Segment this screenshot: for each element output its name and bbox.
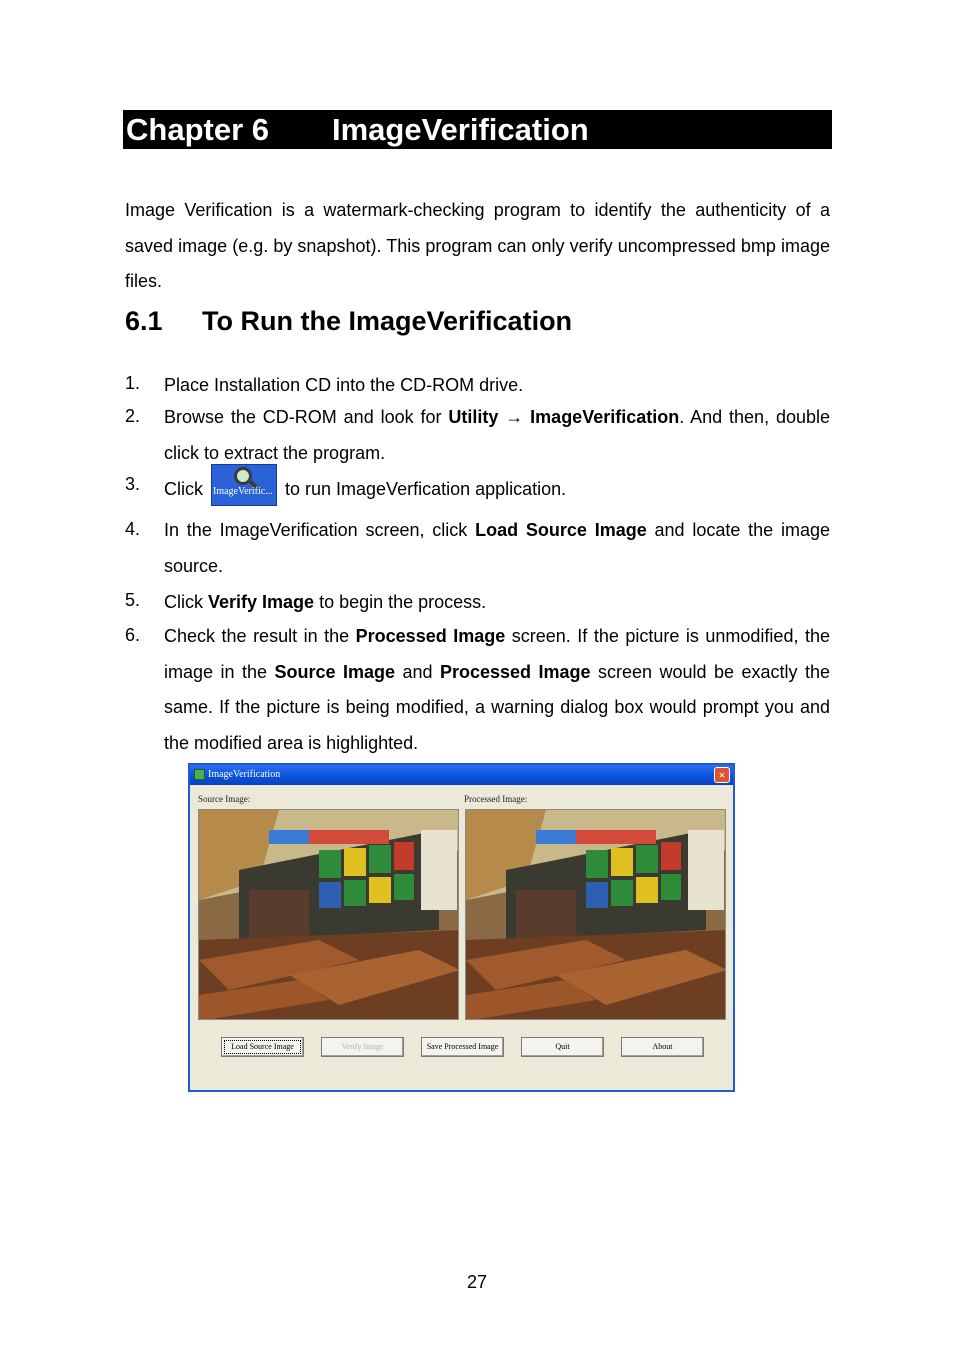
- chapter-heading: [123, 110, 832, 149]
- imageverification-window: [188, 763, 735, 1092]
- source-image-view: [198, 809, 459, 1020]
- window-titlebar: [190, 765, 733, 785]
- processed-image-view: [465, 809, 726, 1020]
- section-title: To Run the ImageVerification: [202, 306, 573, 336]
- classroom-photo: [466, 810, 726, 1020]
- intro-paragraph: Image Verification is a watermark-checking program to identify the authenticity of a saved image (e.g. by snapshot). This program can only verify uncompressed bmp image files.: [125, 200, 830, 291]
- about-button[interactable]: About: [621, 1037, 704, 1057]
- section-number: 6.1: [125, 306, 163, 336]
- close-icon[interactable]: ×: [714, 767, 730, 783]
- quit-button[interactable]: Quit: [521, 1037, 604, 1057]
- verify-image-button[interactable]: Verify Image: [321, 1037, 404, 1057]
- chapter-title: ImageVerification: [332, 112, 589, 147]
- source-image-label: Source Image:: [198, 794, 251, 804]
- processed-image-label: Processed Image:: [464, 794, 528, 804]
- chapter-number: Chapter 6: [126, 112, 269, 147]
- app-icon: [194, 769, 205, 780]
- page-number: 27: [466, 1272, 488, 1292]
- load-source-image-button[interactable]: Load Source Image: [221, 1037, 304, 1057]
- classroom-photo: [199, 810, 459, 1020]
- save-processed-image-button[interactable]: Save Processed Image: [421, 1037, 504, 1057]
- section-heading: [125, 306, 572, 337]
- window-title: ImageVerification: [208, 769, 281, 780]
- imageverification-app-icon[interactable]: ImageVerific...: [211, 464, 277, 506]
